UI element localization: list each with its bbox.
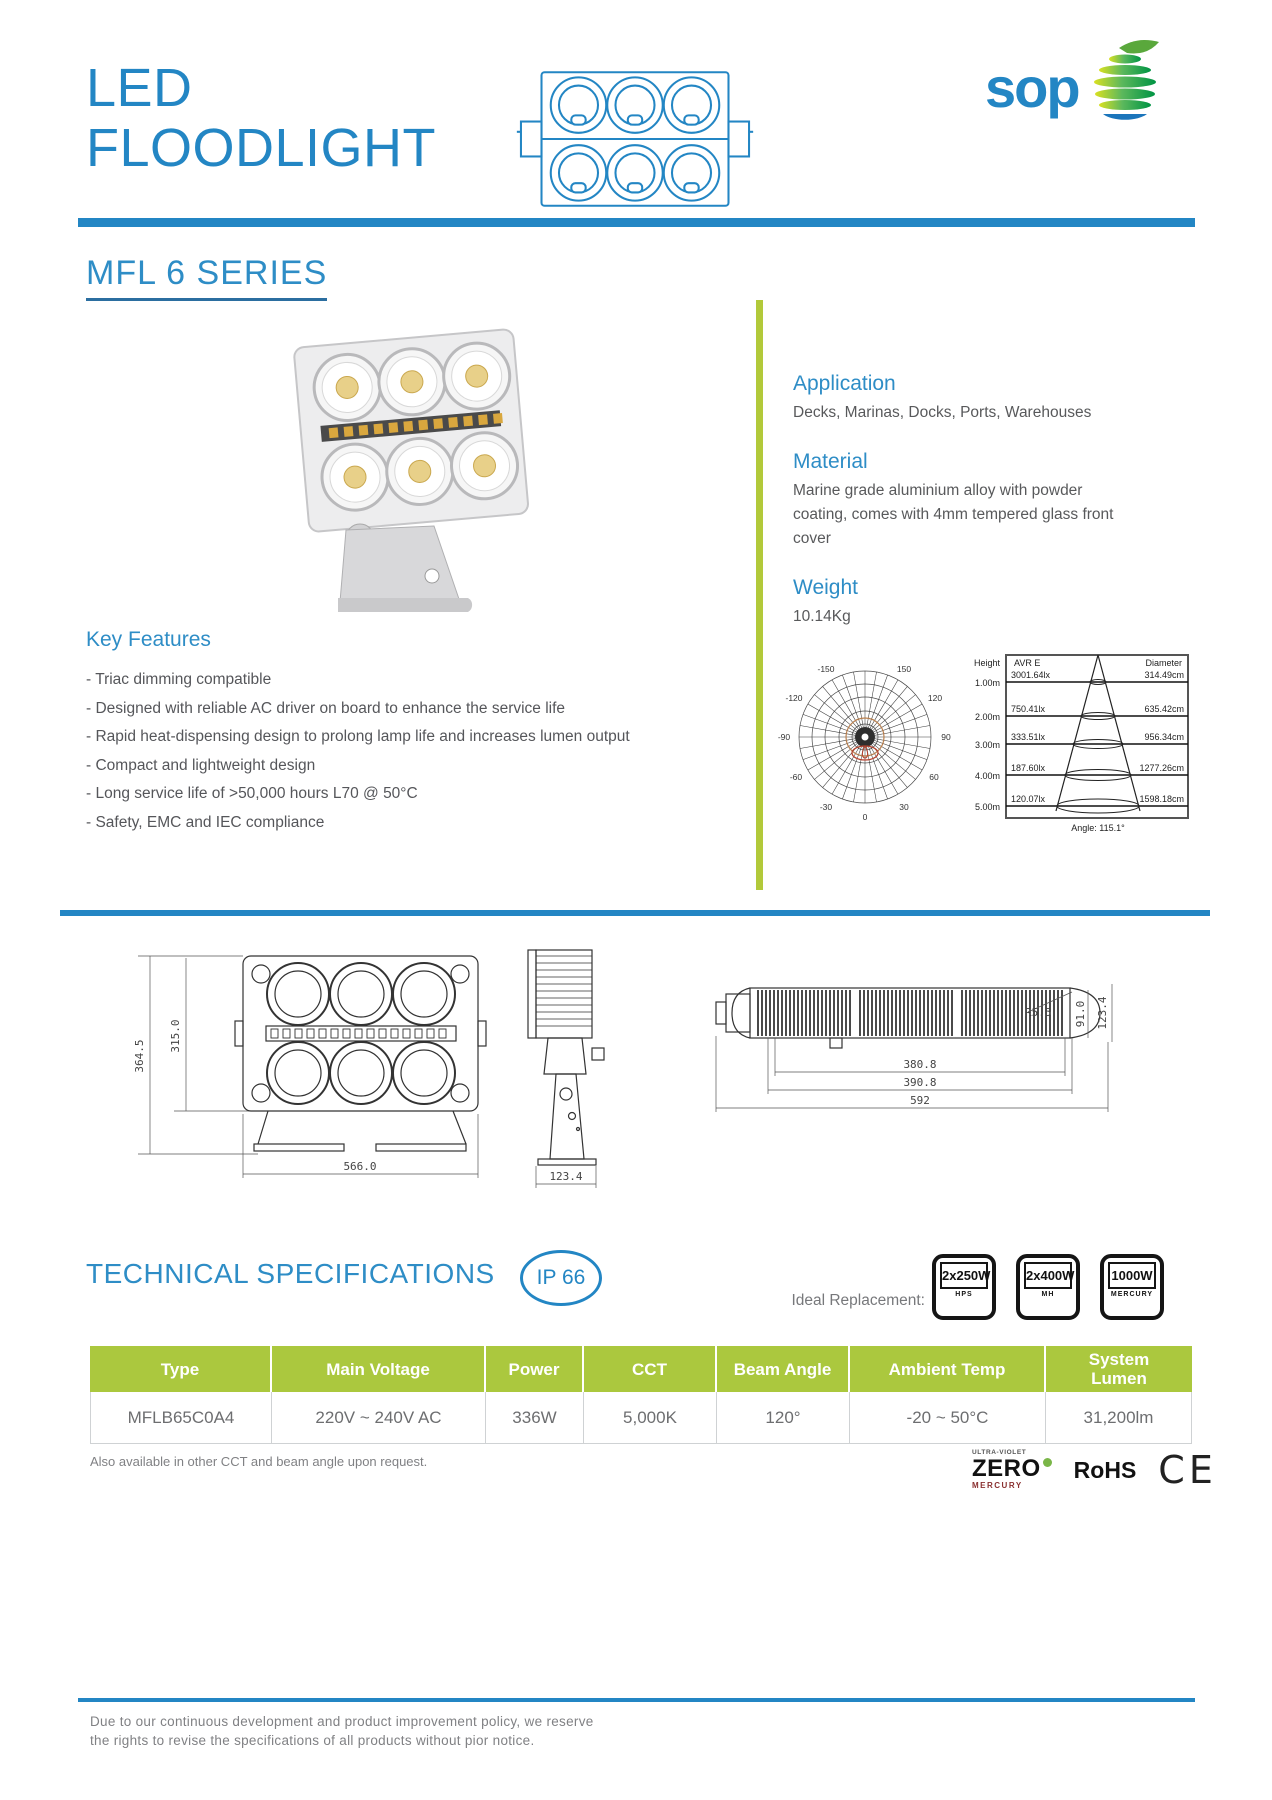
product-photo xyxy=(282,320,542,620)
key-features-title: Key Features xyxy=(86,628,211,651)
rohs-logo: RoHS xyxy=(1073,1456,1137,1483)
key-feature-item: - Long service life of >50,000 hours L70 @ 50°C xyxy=(86,785,418,802)
spec-table-header-row xyxy=(90,1346,1192,1392)
green-dot-icon xyxy=(1043,1458,1052,1467)
cone-avre-value: 187.60lx xyxy=(1011,763,1046,773)
cone-height-value: 2.00m xyxy=(974,712,1000,722)
info-column xyxy=(793,372,1131,654)
material-text: Marine grade aluminium alloy with powder coating, comes with 4mm tempered glass front cover xyxy=(793,482,1114,547)
key-feature-item: - Rapid heat-dispensing design to prolong lamp life and increases lumen output xyxy=(86,728,630,745)
ip-rating-badge xyxy=(520,1250,602,1306)
footer-disclaimer xyxy=(90,1712,594,1750)
cone-height-value: 4.00m xyxy=(974,771,1000,781)
side-width-dim: 123.4 xyxy=(549,1170,583,1183)
badge-lamp-type: MH xyxy=(1041,1291,1055,1298)
spec-value-cct: 5,000K xyxy=(584,1392,717,1444)
zero-text: ZERO xyxy=(972,1454,1041,1482)
weight-title: Weight xyxy=(793,576,858,599)
spec-table-header-cell: CCT xyxy=(584,1346,717,1392)
zero-mercury-logo xyxy=(972,1450,1052,1490)
cone-diameter-value: 956.34cm xyxy=(1144,732,1184,742)
badge-lamp-type: MERCURY xyxy=(1110,1291,1154,1298)
cone-diameter-value: 1598.18cm xyxy=(1139,794,1184,804)
cone-diameter-value: 314.49cm xyxy=(1144,670,1184,680)
polar-angle-label: 0 xyxy=(862,812,868,822)
spec-table-header-cell: Main Voltage xyxy=(272,1346,486,1392)
replacement-badge-mh xyxy=(1016,1254,1080,1320)
replacement-badges xyxy=(932,1254,1164,1320)
spec-table-header-cell: Beam Angle xyxy=(717,1346,850,1392)
specs-title: TECHNICAL SPECIFICATIONS xyxy=(86,1258,495,1289)
polar-angle-label: -30 xyxy=(819,802,833,812)
spec-table-data-row xyxy=(90,1392,1192,1444)
badge-lamp-type: HPS xyxy=(955,1291,973,1298)
cone-height-header: Height xyxy=(973,658,1000,668)
spec-value-power: 336W xyxy=(486,1392,584,1444)
cone-diameter-value: 1277.26cm xyxy=(1139,763,1184,773)
top-radius-dim: R5.5 xyxy=(1025,1006,1052,1019)
top-height-inner-dim: 91.0 xyxy=(1074,1000,1087,1028)
ce-mark-logo: CE xyxy=(1158,1448,1217,1492)
ip-rating-text: IP 66 xyxy=(536,1266,586,1289)
ideal-replacement-label: Ideal Replacement: xyxy=(791,1292,925,1309)
polar-angle-label: -90 xyxy=(777,732,791,742)
top-width-mid-dim: 390.8 xyxy=(903,1076,937,1089)
cone-angle-label: Angle: 115.1° xyxy=(1071,823,1125,833)
polar-angle-label: 60 xyxy=(929,772,939,782)
key-features-section xyxy=(86,628,776,837)
key-features-list xyxy=(86,666,776,837)
page-title-line2: FLOODLIGHT xyxy=(86,118,437,178)
polar-angle-label: -150 xyxy=(817,664,835,674)
spec-table-header-cell: Ambient Temp xyxy=(850,1346,1046,1392)
weight-text: 10.14Kg xyxy=(793,608,851,625)
floodlight-line-icon xyxy=(515,64,755,214)
spec-table-header-cell: System Lumen xyxy=(1046,1346,1192,1392)
page-title-line1: LED xyxy=(86,58,193,118)
application-text: Decks, Marinas, Docks, Ports, Warehouses xyxy=(793,404,1092,421)
replacement-badge-mercury xyxy=(1100,1254,1164,1320)
cone-height-value: 3.00m xyxy=(974,740,1000,750)
cone-avre-value: 3001.64lx xyxy=(1011,670,1051,680)
side-view-drawing xyxy=(508,944,623,1199)
mercury-text: MERCURY xyxy=(972,1480,1023,1490)
top-width-outer-dim: 592 xyxy=(910,1094,930,1107)
brand-apple-icon xyxy=(1085,36,1165,126)
availability-note: Also available in other CCT and beam angle upon request. xyxy=(90,1454,428,1469)
polar-angle-label: 120 xyxy=(927,693,943,703)
spec-table-header-cell: Power xyxy=(486,1346,584,1392)
polar-angle-label: 150 xyxy=(896,664,912,674)
header-rule xyxy=(78,218,1195,227)
top-view-drawing xyxy=(680,976,1120,1126)
cone-avre-header: AVR E xyxy=(1014,658,1041,668)
material-title: Material xyxy=(793,450,868,473)
spec-value-ambient-temp: -20 ~ 50°C xyxy=(850,1392,1046,1444)
photometric-polar-chart xyxy=(772,650,962,830)
badge-wattage: 2x250W xyxy=(940,1262,988,1289)
front-width-dim: 566.0 xyxy=(343,1160,377,1173)
brand-logo-text: sop xyxy=(985,56,1079,119)
spec-value-voltage: 220V ~ 240V AC xyxy=(272,1392,486,1444)
footer-rule xyxy=(78,1698,1195,1702)
polar-angle-label: 30 xyxy=(899,802,909,812)
application-title: Application xyxy=(793,372,896,395)
cone-avre-value: 120.07lx xyxy=(1011,794,1046,804)
ultra-violet-text: ULTRA-VIOLET xyxy=(972,1449,1027,1457)
front-view-drawing xyxy=(128,946,493,1191)
key-feature-item: - Designed with reliable AC driver on board to enhance the service life xyxy=(86,699,566,717)
brand-logo xyxy=(985,36,1165,126)
key-feature-item: - Safety, EMC and IEC compliance xyxy=(86,813,325,831)
spec-table-header-cell: Type xyxy=(90,1346,272,1392)
cone-avre-value: 750.41lx xyxy=(1011,704,1046,714)
polar-angle-label: -120 xyxy=(785,693,803,703)
spec-value-system-lumen: 31,200lm xyxy=(1046,1392,1192,1444)
polar-angle-label: -60 xyxy=(789,772,803,782)
cone-diameter-header: Diameter xyxy=(1145,658,1182,668)
front-height-inner-dim: 315.0 xyxy=(169,1019,182,1053)
section-divider xyxy=(60,910,1210,916)
key-feature-item: - Compact and lightweight design xyxy=(86,756,316,774)
page-title xyxy=(86,58,436,178)
cone-diameter-value: 635.42cm xyxy=(1144,704,1184,714)
series-title: MFL 6 SERIES xyxy=(86,254,327,301)
beam-cone-diagram xyxy=(948,648,1196,840)
badge-wattage: 2x400W xyxy=(1024,1262,1072,1289)
spec-value-beam-angle: 120° xyxy=(717,1392,850,1444)
footer-line1: Due to our continuous development and product improvement policy, we reserve xyxy=(90,1714,594,1729)
cone-height-value: 5.00m xyxy=(974,802,1000,812)
badge-wattage: 1000W xyxy=(1108,1262,1156,1289)
spec-table xyxy=(90,1346,1192,1444)
cone-avre-value: 333.51lx xyxy=(1011,732,1046,742)
spec-value-type: MFLB65C0A4 xyxy=(90,1392,272,1444)
footer-line2: the rights to revise the specifications of all products without pior notice. xyxy=(90,1733,535,1748)
application-section xyxy=(793,372,1131,425)
replacement-badge-hps xyxy=(932,1254,996,1320)
cone-height-value: 1.00m xyxy=(974,678,1000,688)
key-feature-item: - Triac dimming compatible xyxy=(86,671,272,688)
top-height-outer-dim: 123.4 xyxy=(1096,996,1109,1030)
weight-section xyxy=(793,576,1131,629)
material-section xyxy=(793,450,1131,551)
polar-angle-label: 90 xyxy=(941,732,951,742)
front-height-outer-dim: 364.5 xyxy=(133,1039,146,1073)
certification-logos xyxy=(972,1448,1217,1492)
top-width-inner-dim: 380.8 xyxy=(903,1058,937,1071)
